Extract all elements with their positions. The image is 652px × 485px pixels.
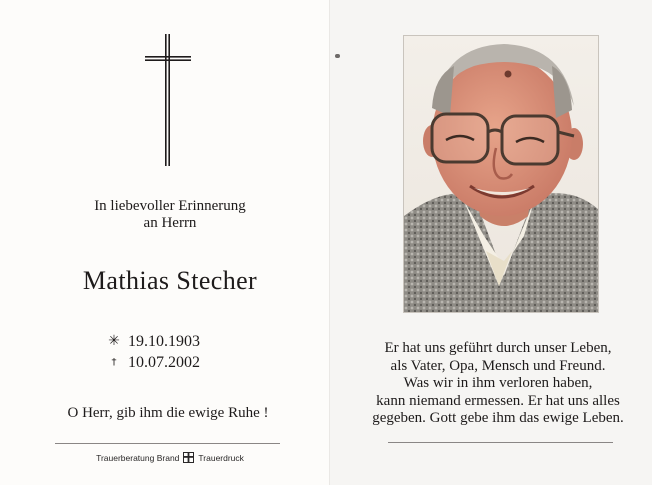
latin-cross-icon <box>145 34 191 166</box>
death-row <box>100 352 260 373</box>
death-dagger-icon: † <box>111 357 117 368</box>
life-dates <box>100 331 260 373</box>
verse-line: als Vater, Opa, Mensch und Freund. <box>390 357 606 374</box>
paper-speck <box>335 54 340 58</box>
portrait-illustration <box>404 36 599 313</box>
footer-right-text: Trauerdruck <box>198 452 244 463</box>
cross-in-square-icon <box>183 452 194 463</box>
verse-line: Er hat uns geführt durch unser Leben, <box>384 340 612 356</box>
birth-date: 19.10.1903 <box>128 333 200 350</box>
prayer-text: O Herr, gib ihm die ewige Ruhe ! <box>67 405 269 421</box>
birth-row <box>100 331 260 352</box>
verse-line: gegeben. Gott gebe ihm das ewige Leben. <box>372 410 624 426</box>
intro-line-2: an Herrn <box>143 215 197 231</box>
deceased-name: Mathias Stecher <box>82 266 258 295</box>
portrait-photo <box>403 35 599 313</box>
verse-line: kann niemand ermessen. Er hat uns alles <box>376 392 620 409</box>
intro-line-1: In liebevoller Erinnerung <box>94 198 246 214</box>
divider-left <box>55 443 280 444</box>
footer-left-text: Trauerberatung Brand <box>96 452 180 463</box>
birth-star-icon: ✳ <box>108 333 120 349</box>
printer-footer <box>40 452 300 463</box>
death-date: 10.07.2002 <box>128 354 200 371</box>
verse-line: Was wir in ihm verloren haben, <box>403 375 593 391</box>
verse-text <box>340 340 652 428</box>
divider-right <box>388 442 613 443</box>
intro-text <box>40 198 300 232</box>
